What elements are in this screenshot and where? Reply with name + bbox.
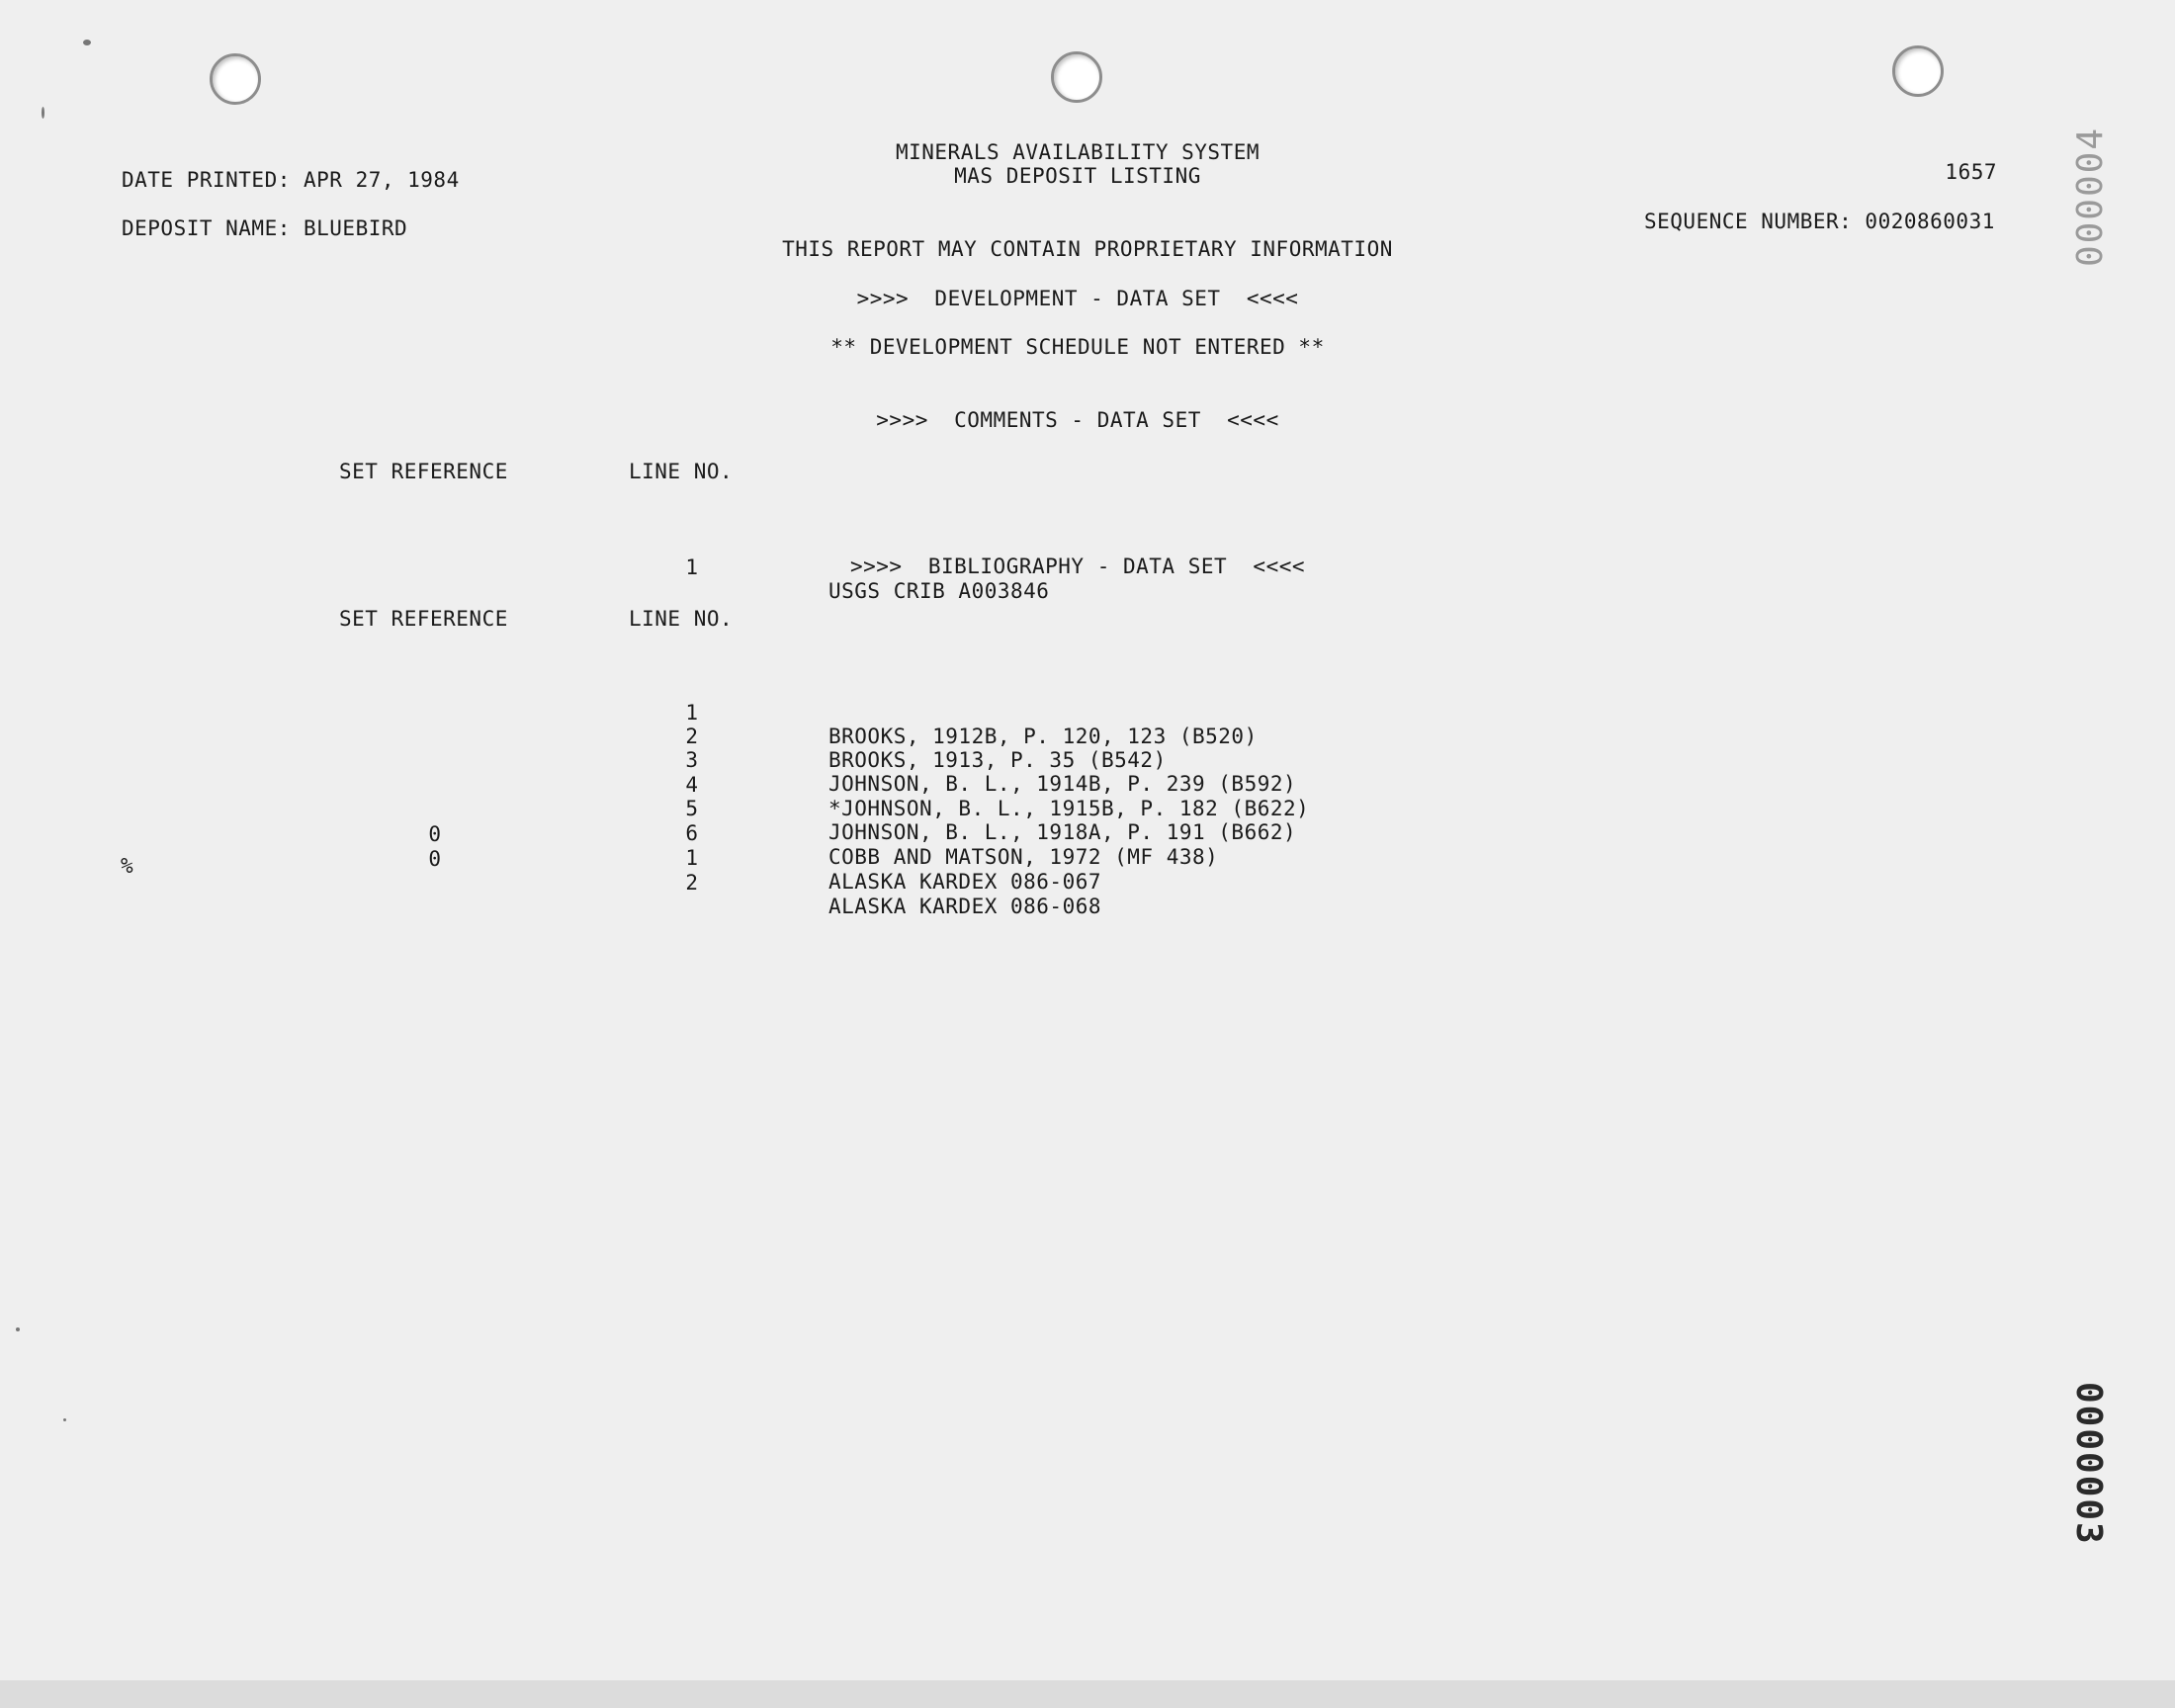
sequence-number: SEQUENCE NUMBER: 0020860031 — [1644, 210, 1995, 233]
bib-text: *JOHNSON, B. L., 1915B, P. 182 (B622) — [828, 797, 1310, 820]
development-heading: >>>> DEVELOPMENT - DATA SET <<<< — [856, 287, 1299, 310]
stamp-top-right: 000004 — [2070, 127, 2111, 268]
date-printed: DATE PRINTED: APR 27, 1984 — [122, 168, 460, 192]
bib-line-no: 2 — [685, 871, 699, 895]
bib-set-ref: 0 — [428, 822, 442, 846]
bib-text: COBB AND MATSON, 1972 (MF 438) — [828, 845, 1219, 869]
bibliography-row — [395, 653, 1780, 748]
bib-line-no: 1 — [685, 701, 699, 725]
comments-col-line-no: LINE NO. — [629, 460, 734, 483]
comment-text: USGS CRIB A003846 — [828, 579, 1050, 603]
bib-text: BROOKS, 1913, P. 35 (B542) — [828, 748, 1167, 772]
punch-hole-right — [1892, 45, 1944, 97]
stamp-bottom-right: 0000003 — [2068, 1382, 2109, 1546]
bib-line-no: 3 — [685, 748, 699, 772]
scan-speck — [83, 40, 91, 45]
bib-line-no: 5 — [685, 797, 699, 820]
footer-mark: % — [121, 854, 134, 878]
system-title: MINERALS AVAILABILITY SYSTEM — [895, 140, 1260, 164]
bibliography-col-line-no: LINE NO. — [629, 607, 734, 631]
comments-heading: >>>> COMMENTS - DATA SET <<<< — [876, 408, 1279, 432]
bib-line-no: 4 — [685, 773, 699, 797]
bib-text: JOHNSON, B. L., 1918A, P. 191 (B662) — [828, 820, 1297, 844]
bibliography-heading: >>>> BIBLIOGRAPHY - DATA SET <<<< — [849, 555, 1305, 578]
bib-set-ref: 0 — [428, 847, 442, 871]
scan-speck — [42, 107, 44, 119]
deposit-name: DEPOSIT NAME: BLUEBIRD — [122, 216, 408, 240]
bib-line-no: 6 — [685, 821, 699, 845]
development-message: ** DEVELOPMENT SCHEDULE NOT ENTERED ** — [830, 335, 1325, 359]
proprietary-notice: THIS REPORT MAY CONTAIN PROPRIETARY INFORMATION — [782, 237, 1393, 261]
punch-hole-center — [1051, 51, 1102, 103]
bib-text: ALASKA KARDEX 086-068 — [828, 895, 1102, 918]
bib-line-no: 1 — [685, 846, 699, 870]
bibliography-col-set-reference: SET REFERENCE — [339, 607, 508, 631]
listing-title: MAS DEPOSIT LISTING — [954, 164, 1201, 188]
scan-speck — [16, 1327, 20, 1331]
bib-text: JOHNSON, B. L., 1914B, P. 239 (B592) — [828, 772, 1297, 796]
scan-bottom-edge — [0, 1680, 2175, 1708]
bib-line-no: 2 — [685, 725, 699, 748]
punch-hole-left — [210, 53, 261, 105]
page-number: 1657 — [1945, 160, 1997, 184]
comment-line-no: 1 — [685, 555, 699, 579]
bib-text: BROOKS, 1912B, P. 120, 123 (B520) — [828, 725, 1258, 748]
bib-text: ALASKA KARDEX 086-067 — [828, 870, 1102, 894]
scan-speck — [63, 1418, 66, 1421]
comments-col-set-reference: SET REFERENCE — [339, 460, 508, 483]
